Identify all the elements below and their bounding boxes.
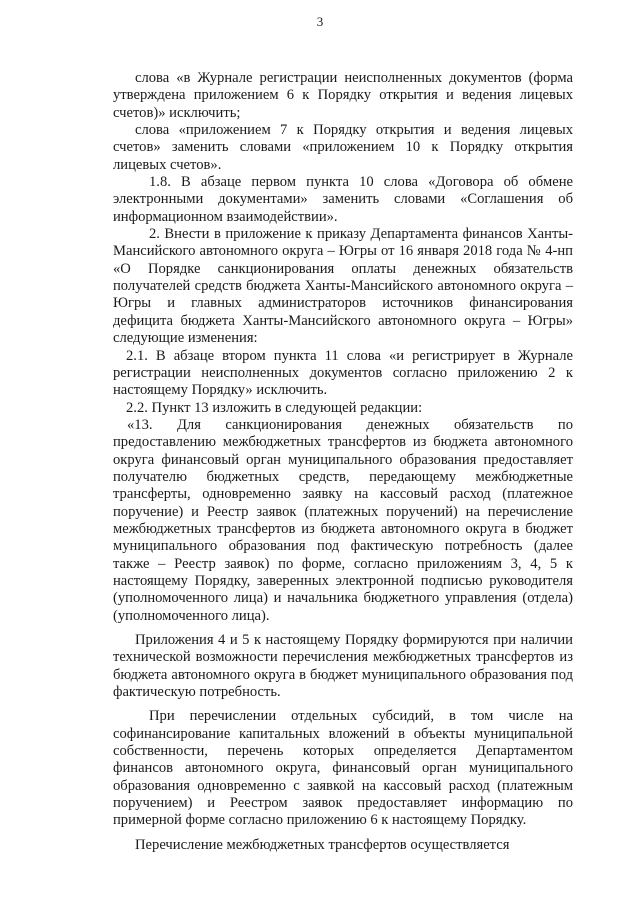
page-number: 3 bbox=[316, 14, 324, 29]
paragraph-2-1: 2.1. В абзаце втором пункта 11 слова «и регистрирует в Журнале регистрации неисполненных документов согласно приложению 2 к настоящему Порядку» исключить. bbox=[113, 347, 573, 399]
paragraph-2: 2. Внести в приложение к приказу Департамента финансов Ханты-Мансийского автономного округа – Югры от 16 января 2018 года № 4-нп «О Порядке санкционирования оплаты денежных обязательств получателей средств бюджета Ханты-Мансийского автономного округа – Югры и главных администраторов источников финансирования дефицита бюджета Ханты-Мансийского автономного округа – Югры» следующие изменения: bbox=[113, 226, 573, 347]
paragraph-appendices-4-5: Приложения 4 и 5 к настоящему Порядку формируются при наличии технической возможности перечисления межбюджетных трансфертов из бюджета автономного округа в бюджет муниципального образования под фактическую потребность. bbox=[113, 632, 573, 701]
paragraph-13-quote: «13. Для санкционирования денежных обязательств по предоставлению межбюджетных трансфертов из бюджета автономного округа финансовый орган муниципального образования предоставляет получателю бюджетных средств, передающему межбюджетные трансферты, одновременно заявку на кассовый расход (платежное поручение) и Реестр заявок (платежных поручений) на перечисление межбюджетных трансфертов из бюджета автономного округа в бюджет муниципального образования под фактическую потребность (далее также – Реестр заявок) по форме, согласно приложениям 3, 4, 5 к настоящему Порядку, заверенных электронной подписью руководителя (уполномоченного лица) и начальника бюджетного управления (отдела) (уполномоченного лица). bbox=[113, 416, 573, 624]
paragraph-2-2: 2.2. Пункт 13 изложить в следующей редакции: bbox=[126, 399, 423, 416]
paragraph-1-8: 1.8. В абзаце первом пункта 10 слова «Договора об обмене электронными документами» заменить словами «Соглашения об информационном взаимодействии». bbox=[113, 174, 573, 225]
paragraph-exclude-journal: слова «в Журнале регистрации неисполненных документов (форма утверждена приложением 6 к Порядку открытия и ведения лицевых счетов)» исключить; bbox=[113, 70, 573, 121]
paragraph-transfers: Перечисление межбюджетных трансфертов осуществляется bbox=[135, 836, 510, 853]
document-body bbox=[113, 70, 573, 854]
paragraph-subsidies: При перечислении отдельных субсидий, в том числе на софинансирование капитальных вложений в объекты муниципальной собственности, перечень которых определяется Департаментом финансов автономного округа, финансовый орган муниципального образования одновременно с заявкой на кассовый расход (платежным поручением) и Реестром заявок предоставляет информацию по примерной форме согласно приложению 6 к настоящему Порядку. bbox=[113, 708, 573, 829]
paragraph-replace-appendix: слова «приложением 7 к Порядку открытия и ведения лицевых счетов» заменить словами «приложением 10 к Порядку открытия лицевых счетов». bbox=[113, 122, 573, 173]
